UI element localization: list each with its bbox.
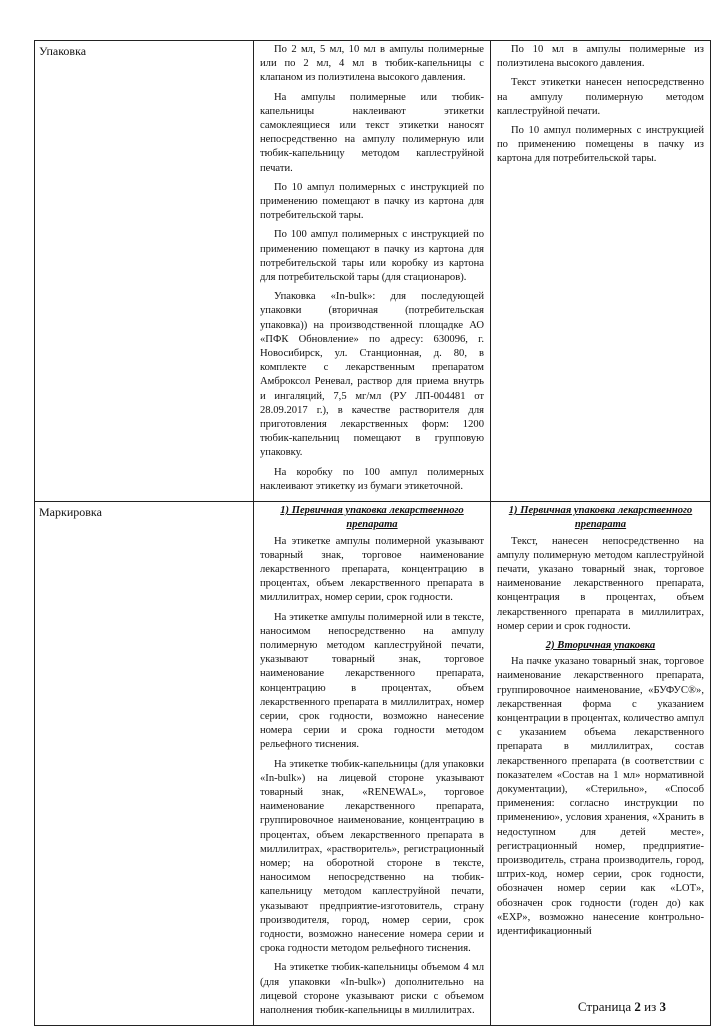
requirements-cell [254, 502, 491, 1026]
paragraph: По 10 ампул полимерных с инструкцией по применению помещают в пачку из картона для потребительской тары. [260, 181, 484, 222]
table-row [35, 41, 711, 502]
section-heading: 1) Первичная упаковка лекарственного препарата [280, 505, 464, 531]
requirements-cell [254, 41, 491, 502]
section-heading: 2) Вторичная упаковка [545, 639, 656, 651]
paragraph: На этикетке ампулы полимерной или в тексте, наносимом непосредственно на ампулу полимерную методом каплеструйной печати, указывают товарный знак, торговое наименование лекарственного препарата, концентрацию в процентах, объем лекарственного препарата в миллилитрах, номер серии, срок годности, возможно нанесение номера серии и срока годности методом рельефного тиснения. [260, 611, 484, 751]
page-current: 2 [634, 999, 641, 1014]
paragraph: На этикетке ампулы полимерной указывают товарный знак, торговое наименование лекарственного препарата, концентрацию в процентах, объем лекарственного препарата в миллилитрах, номер серии, срок годности. [260, 535, 484, 604]
actual-cell [491, 502, 711, 1026]
actual-cell [491, 41, 711, 502]
section-heading: 1) Первичная упаковка лекарственного препарата [508, 505, 693, 531]
row-label: Маркировка [39, 505, 102, 520]
row-label: Упаковка [39, 44, 87, 58]
paragraph: На этикетке тюбик-капельницы объемом 4 мл (для упаковки «In-bulk») дополнительно на лицевой стороне указывают риски с объемом наполнения тюбик-капельницы в миллилитрах. [260, 962, 484, 1016]
paragraph: На ампулы полимерные или тюбик-капельницы наклеивают этикетки самоклеящиеся или текст этикетки наносят непосредственно на ампулу полимерную или тюбик-капельницу методом каплеструйной печати. [260, 91, 484, 174]
paragraph: По 10 ампул полимерных с инструкцией по применению помещены в пачку из картона для потребительской тары. [497, 125, 704, 165]
paragraph: По 10 мл в ампулы полимерные из полиэтилена высокого давления. [497, 44, 704, 70]
paragraph: Текст этикетки нанесен непосредственно на ампулу полимерную методом каплеструйной печати. [497, 77, 704, 117]
page-prefix: Страница [577, 999, 635, 1014]
paragraph: На этикетке тюбик-капельницы (для упаковки «In-bulk») на лицевой стороне указывают товарный знак, «RENEWAL», торговое наименование лекарственного препарата, группировочное наименование, концентрацию в процентах, объем лекарственного препарата в миллилитрах, «растворитель», регистрационный номер; на оборотной стороне в тексте, наносимом непосредственно на тюбик-капельницу методом каплеструйной печати, указывают предприятие-изготовитель, страну производителя, город, номер серии, срок годности, возможно нанесение номера серии и срока годности методом рельефного тиснения. [260, 758, 484, 955]
page-number [578, 999, 666, 1015]
row-label-cell [35, 41, 254, 502]
table-row [35, 502, 711, 1026]
paragraph: На пачке указано товарный знак, торговое наименование лекарственного препарата, группировочное наименование, «БУФУС®», лекарственная форма с указанием концентрации в процентах, количество ампул с указанием объема лекарственного препарата в миллилитрах, состав лекарственного препарата (в соответствии с показателем «Состав на 1 мл» нормативной документации), «Стерильно», «Способ применения: согласно инструкции по применению», условия хранения, «Хранить в недоступном для детей месте», регистрационный номер, предприятие-производитель, страна производитель, город, штрих-код, номер серии, срок годности, обозначен номер серии как «LOT», обозначен срок годности (годен до) как «EXP», возможно нанесение контрольно-идентификационный [497, 656, 704, 937]
paragraph: По 2 мл, 5 мл, 10 мл в ампулы полимерные или по 2 мл, 4 мл в тюбик-капельницы с клапаном из полиэтилена высокого давления. [260, 44, 484, 84]
paragraph: Текст, нанесен непосредственно на ампулу полимерную методом каплеструйной печати, указано товарный знак, торговое наименование лекарственного препарата, концентрация в процентах, объем лекарственного препарата в миллилитрах, номер серии и срок годности. [497, 535, 704, 632]
page-total: 3 [659, 999, 666, 1014]
paragraph: На коробку по 100 ампул полимерных наклеивают этикетку из бумаги этикеточной. [260, 466, 484, 492]
page-middle: из [640, 999, 660, 1014]
specification-table [34, 40, 711, 1026]
paragraph: По 100 ампул полимерных с инструкцией по применению помещают в пачку из картона для потребительской тары или коробку из картона для потребительской тары (для стационаров). [260, 229, 484, 284]
paragraph: Упаковка «In-bulk»: для последующей упаковки (вторичная (потребительская упаковка)) на производственной площадке АО «ПФК Обновление» по адресу: 630096, г. Новосибирск, ул. Станционная, д. 80, в комплекте с лекарственным препаратом Амброксол Реневал, раствор для приема внутрь и ингаляций, 7,5 мг/мл (РУ ЛП-004481 от 28.09.2017 г.), в качестве растворителя для приготовления лекарственных форм: 1200 тюбик-капельниц помещают в групповую упаковку. [260, 291, 484, 459]
row-label-cell [35, 502, 254, 1026]
